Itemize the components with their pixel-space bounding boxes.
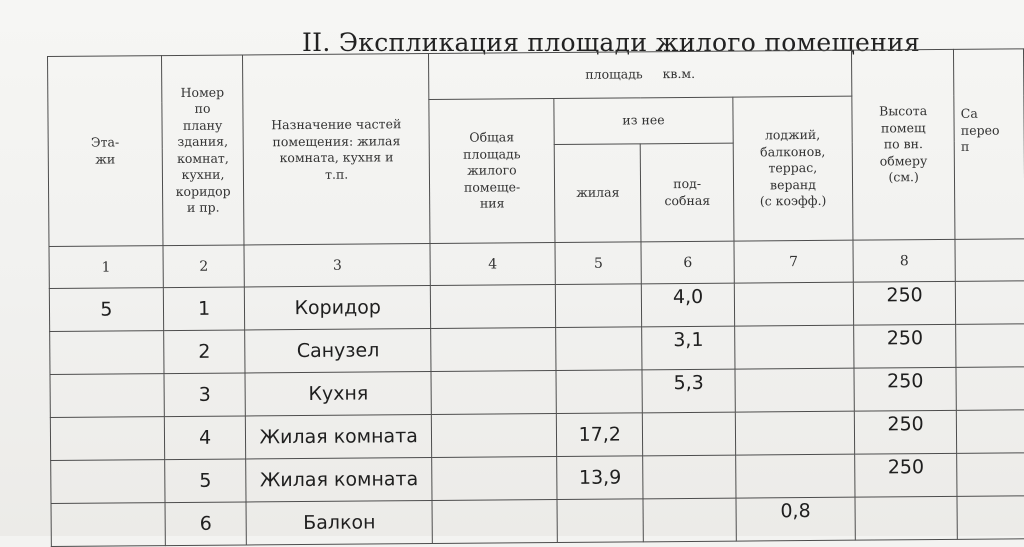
header-loggias-text: лоджий, балконов, террас, веранд (с коэфф.) xyxy=(759,127,827,209)
cell-extra xyxy=(957,410,1024,454)
cell-purpose: Коридор xyxy=(245,285,431,329)
header-partial-column xyxy=(954,49,1024,240)
cell-purpose: Санузел xyxy=(245,328,431,372)
header-total-area-text: Общая площадь жилого помеще- ния xyxy=(463,129,521,211)
cell-purpose: Кухня xyxy=(245,371,431,415)
cell-loggia-area xyxy=(735,368,855,412)
cell-height: 250 xyxy=(854,324,957,368)
cell-extra xyxy=(957,453,1024,497)
column-number: 1 xyxy=(49,246,163,289)
header-auxiliary xyxy=(641,143,734,242)
cell-purpose: Балкон xyxy=(246,500,432,544)
table-row xyxy=(50,324,1024,375)
explication-table xyxy=(47,48,1024,547)
header-total-area xyxy=(429,99,555,244)
header-of-which: из нее xyxy=(554,97,733,144)
cell-floor xyxy=(50,374,164,418)
column-number: 2 xyxy=(163,245,245,288)
cell-height: 250 xyxy=(855,453,958,497)
cell-extra xyxy=(956,281,1024,325)
cell-living-area: 17,2 xyxy=(556,413,643,457)
cell-plan-number: 2 xyxy=(163,330,245,374)
cell-total-area xyxy=(432,500,557,544)
cell-extra xyxy=(956,367,1024,411)
cell-purpose: Жилая комната xyxy=(246,457,432,501)
cell-loggia-area xyxy=(734,282,854,326)
table-row xyxy=(51,496,1024,547)
cell-height xyxy=(855,496,958,540)
header-height-text: Высота помещ по вн. обмеру (см.) xyxy=(879,103,928,185)
table-row xyxy=(49,281,1024,332)
cell-total-area xyxy=(431,328,556,372)
column-number: 3 xyxy=(244,243,430,286)
column-number: 5 xyxy=(555,242,642,285)
cell-total-area xyxy=(432,457,557,501)
cell-total-area xyxy=(431,414,556,458)
cell-living-area xyxy=(556,370,643,414)
header-purpose xyxy=(243,54,430,245)
header-plan-number-text: Номер по плану здания, комнат, кухни, коридор и пр. xyxy=(175,84,231,215)
cell-height: 250 xyxy=(853,281,956,325)
cell-extra xyxy=(957,496,1024,540)
cell-extra xyxy=(956,324,1024,368)
cell-height: 250 xyxy=(854,367,957,411)
cell-total-area xyxy=(430,285,555,329)
cell-auxiliary-area xyxy=(643,412,736,456)
table-row xyxy=(50,367,1024,418)
column-number: 4 xyxy=(430,243,555,286)
cell-living-area: 13,9 xyxy=(557,456,644,500)
column-number: 7 xyxy=(734,240,854,283)
cell-floor xyxy=(50,331,164,375)
cell-loggia-area: 0,8 xyxy=(736,497,856,541)
document-title: II. Экспликация площади жилого помещения xyxy=(302,28,921,57)
cell-plan-number: 3 xyxy=(164,373,246,417)
header-plan-number xyxy=(161,55,244,246)
column-number: 8 xyxy=(853,239,956,282)
cell-floor xyxy=(51,503,165,547)
cell-auxiliary-area xyxy=(643,498,736,542)
cell-floor xyxy=(51,460,165,504)
cell-purpose: Жилая комната xyxy=(246,414,432,458)
cell-auxiliary-area: 4,0 xyxy=(642,283,735,327)
cell-plan-number: 5 xyxy=(164,459,246,503)
cell-auxiliary-area: 3,1 xyxy=(642,326,735,370)
cell-loggia-area xyxy=(735,454,855,498)
header-height xyxy=(852,49,956,240)
cell-auxiliary-area xyxy=(643,455,736,499)
cell-total-area xyxy=(431,371,556,415)
header-auxiliary-text: под- собная xyxy=(664,175,711,208)
cell-loggia-area xyxy=(734,325,854,369)
header-floor-text: Эта- жи xyxy=(90,134,120,167)
column-number xyxy=(955,239,1024,282)
cell-plan-number: 4 xyxy=(164,416,246,460)
cell-plan-number: 6 xyxy=(165,502,247,546)
header-area-group: площадь кв.м. xyxy=(429,50,852,99)
header-floor xyxy=(48,56,163,247)
cell-height: 250 xyxy=(854,410,957,454)
cell-living-area xyxy=(556,327,643,371)
header-purpose-text: Назначение частей помещения: жилая комната, кухня и т.п. xyxy=(271,116,402,182)
header-partial-text: Са перео п xyxy=(960,105,1000,154)
header-loggias xyxy=(733,96,853,241)
cell-floor xyxy=(50,417,164,461)
cell-loggia-area xyxy=(735,411,855,455)
table-row xyxy=(51,453,1024,504)
column-number: 6 xyxy=(641,241,734,284)
cell-plan-number: 1 xyxy=(163,287,245,331)
table-row xyxy=(50,410,1024,461)
header-living: жилая xyxy=(554,144,641,243)
cell-floor: 5 xyxy=(49,288,163,332)
cell-auxiliary-area: 5,3 xyxy=(642,369,735,413)
cell-living-area xyxy=(555,284,642,328)
